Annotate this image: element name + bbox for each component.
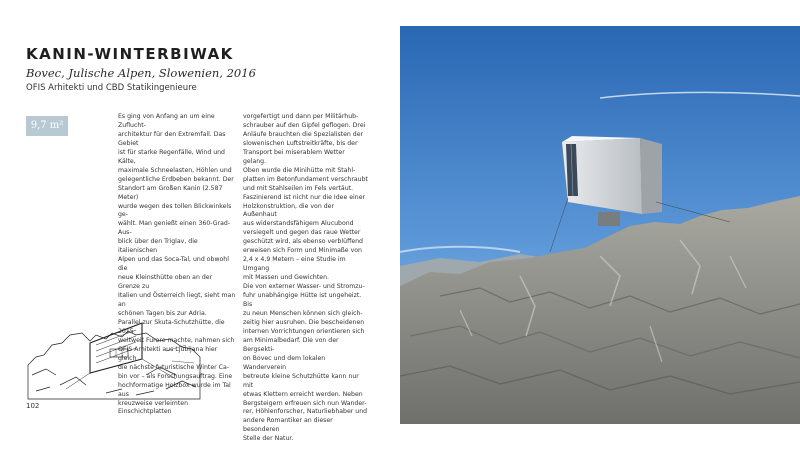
- text-line: OFIS Arhitekti aus Ljubljana hier gleich: [118, 345, 218, 362]
- text-line: slowenischen Luftstreitkräfte, bis der: [243, 139, 358, 147]
- text-line: Bergsteigern erfreuen sich nun Wander-: [243, 399, 367, 407]
- area-badge: 9,7 m²: [26, 116, 68, 136]
- text-line: gelegentliche Erdbeben bekannt. Der: [118, 175, 234, 183]
- text-line: aus widerstandsfähigem Alucubond: [243, 220, 354, 228]
- text-line: mit Massen und Gewichten.: [243, 274, 329, 282]
- text-line: Oben wurde die Minihütte mit Stahl-: [243, 166, 356, 174]
- text-line: Holzkonstruktion, die von der Außenhaut: [243, 202, 334, 219]
- text-line: Es ging von Anfang an um eine Zuflucht-: [118, 113, 215, 129]
- text-line: die nächste futuristische Winter Ca-: [118, 363, 229, 371]
- article-architects: OFIS Arhitekti und CBD Statikingenieure: [26, 83, 197, 93]
- text-line: neue Kleinsthütte oben an der Grenze zu: [118, 274, 213, 291]
- text-line: Standort am Großen Kanin (2.587 Meter): [118, 184, 223, 201]
- text-line: fuhr unabhängige Hütte ist ungeheizt. Bis: [243, 292, 362, 309]
- cabin-elevation-sketch: [26, 315, 202, 401]
- text-line: zeitig hier ausruhen. Die bescheidenen: [243, 318, 365, 326]
- text-line: schrauber auf den Gipfel geflogen. Drei: [243, 121, 366, 129]
- text-line: zu neun Menschen können sich gleich-: [243, 309, 363, 317]
- text-line: 2,4 x 4,9 Metern – eine Studie im Umgang: [243, 256, 346, 273]
- text-line: blick über den Triglav, die italienischen: [118, 238, 198, 255]
- text-line: Die von externer Wasser- und Stromzu-: [243, 283, 365, 291]
- text-line: Italien und Österreich liegt, sieht man an: [118, 292, 236, 309]
- text-line: rer, Höhlenforscher, Naturliebhaber und: [243, 408, 368, 416]
- text-column-2: [243, 113, 369, 444]
- text-line: geschützt wird, als ebenso verblüffend: [243, 238, 363, 246]
- text-line: on Bovec und dem lokalen Wanderverein: [243, 354, 326, 371]
- text-line: Stelle der Natur.: [243, 435, 294, 443]
- text-line: Faszinierend ist nicht nur die Idee einer: [243, 193, 366, 201]
- text-line: weltweit Furore machte, nahmen sich: [118, 336, 235, 344]
- text-line: betreute kleine Schutzhütte kann nur mit: [243, 372, 359, 389]
- text-line: architektur für den Extremfall. Das Gebiet: [118, 130, 226, 147]
- mountain-bivouac-photo: [400, 26, 800, 424]
- text-line: etwas Klettern erreicht werden. Neben: [243, 390, 363, 398]
- text-line: Transport bei miserablem Wetter gelang.: [243, 148, 345, 165]
- text-line: versiegelt und gegen das raue Wetter: [243, 229, 361, 237]
- text-line: schönen Tagen bis zur Adria.: [118, 309, 207, 317]
- text-line: maximale Schneelasten, Höhlen und: [118, 166, 232, 174]
- text-line: andere Romantiker an dieser besonderen: [243, 417, 333, 434]
- text-line: kreuzweise verleimten Einschichtplatten: [118, 399, 188, 416]
- text-line: wurde wegen des tollen Blickwinkels ge-: [118, 202, 232, 219]
- text-line: vorgefertigt und dann per Militärhub-: [243, 113, 359, 120]
- text-line: hochformatige Holzbox wurde im Tal aus: [118, 381, 231, 398]
- text-line: erweisen sich Form und Minimaße von: [243, 247, 362, 255]
- page-number: 102: [26, 402, 40, 410]
- text-line: Anläufe brauchten die Spezialisten der: [243, 130, 364, 138]
- text-line: wählt. Man genießt einen 360-Grad-Aus-: [118, 220, 231, 237]
- article-location: Bovec, Julische Alpen, Slowenien, 2016: [26, 66, 256, 80]
- text-line: Parallel zur Skuta-Schutzhütte, die 2015: [118, 318, 225, 335]
- text-line: ist für starke Regenfälle, Wind und Kälte,: [118, 148, 225, 165]
- text-line: platten im Betonfundament verschraubt: [243, 175, 368, 183]
- text-line: am Minimalbedarf. Die von der Bergsekti-: [243, 336, 339, 353]
- text-line: Alpen und das Soca-Tal, und obwohl die: [118, 256, 229, 273]
- text-line: internen Vorrichtungen orientieren sich: [243, 327, 365, 335]
- text-line: und mit Stahlseilen im Fels vertäut.: [243, 184, 354, 192]
- text-line: bin vor – als Forschungsauftrag. Eine: [118, 372, 233, 380]
- article-title: KANIN-WINTERBIWAK: [26, 45, 234, 63]
